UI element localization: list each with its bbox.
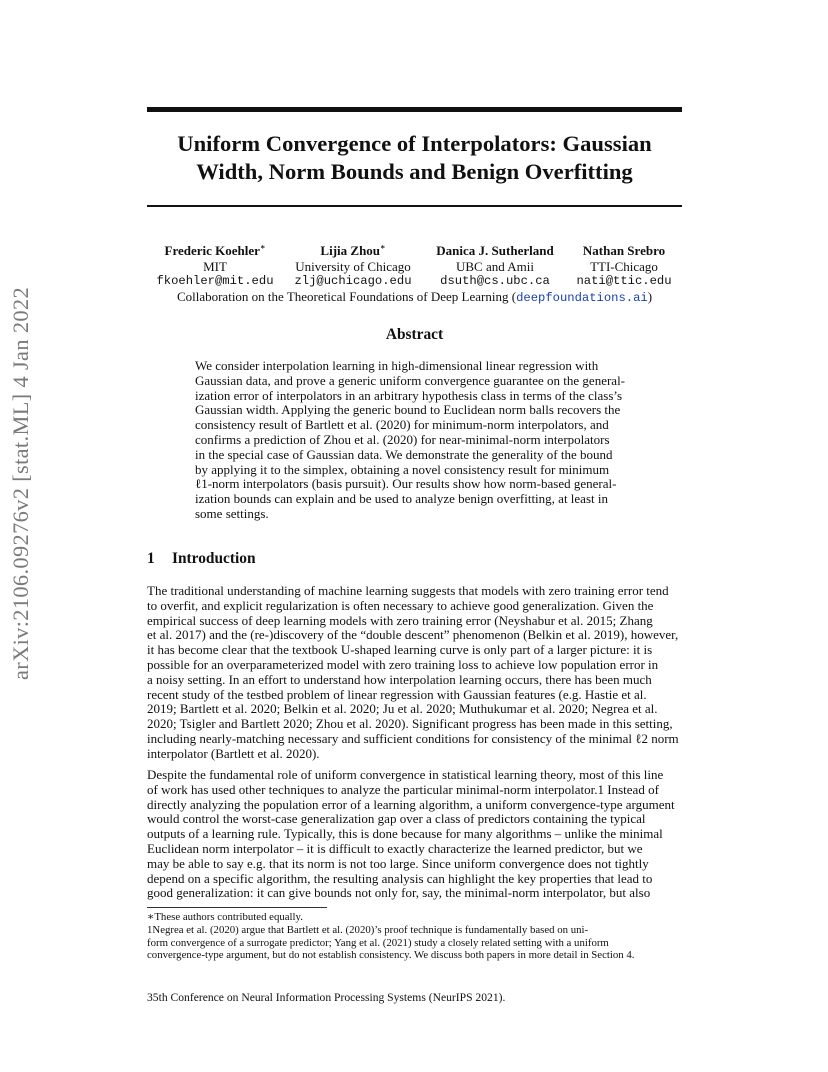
abstract-line: ℓ1-norm interpolators (basis pursuit). Our results show how norm-based general- xyxy=(195,476,617,492)
abstract-line: confirms a prediction of Zhou et al. (2020) for near-minimal-norm interpolators xyxy=(195,431,610,447)
para-line: good generalization: it can give bounds not only for, say, the minimal-norm interpolator, but also xyxy=(147,885,651,901)
para-line: recent study of the testbed problem of linear regression with Gaussian features (e.g. Hastie et al. xyxy=(147,686,647,702)
para-line: 2019; Bartlett et al. 2020; Belkin et al. 2020; Ju et al. 2020; Muthukumar et al. 2020; Negrea et al. xyxy=(147,701,658,717)
para-line: outputs of a learning rule. Typically, this is done because for many algorithms – unlike the minimal xyxy=(147,826,663,842)
para-line: depend on a specific algorithm, the resulting analysis can highlight the key properties that lead to xyxy=(147,870,653,886)
abstract-heading: Abstract xyxy=(385,326,444,343)
intro-paragraph-1 xyxy=(147,584,682,762)
author-block xyxy=(572,243,676,290)
abstract-line: Gaussian width. Applying the generic bound to Euclidean norm balls recovers the xyxy=(195,402,621,418)
para-line: would control the worst-case generalization gap over a class of predictors containing the typical xyxy=(147,811,646,827)
title-line: Width, Norm Bounds and Benign Overfitting xyxy=(196,159,633,184)
para-line: a noisy setting. In an effort to understand how interpolation learning occurs, there has been much xyxy=(147,671,652,687)
para-line: directly analyzing the population error of a learning algorithm, a uniform convergence-type argument xyxy=(147,796,675,812)
abstract-line: by applying it to the simplex, obtaining a novel consistency result for minimum xyxy=(195,461,610,477)
footnote-rule xyxy=(147,907,327,908)
para-line: to overfit, and explicit regularization is often necessary to achieve good generalization. Given the xyxy=(147,597,654,613)
footnote-line: 1Negrea et al. (2020) argue that Bartlett et al. (2020)’s proof technique is fundamentally based on uni- xyxy=(147,924,589,936)
para-line: et al. 2017) and the (re-)discovery of the “double descent” phenomenon (Belkin et al. 2019), however, xyxy=(147,627,679,643)
intro-paragraph-2 xyxy=(147,768,682,901)
author-mark: ∗ xyxy=(259,242,266,252)
para-line: empirical success of deep learning models with zero training error (Neyshabur et al. 2015; Zhang xyxy=(147,612,653,628)
abstract-line: We consider interpolation learning in high-dimensional linear regression with xyxy=(195,358,599,373)
para-line: possible for an overparameterized model with zero training loss to achieve low population error in xyxy=(147,656,659,672)
para-line: of work has used other techniques to analyze the particular minimal-norm interpolator.1 Instead of xyxy=(147,781,659,797)
author-block xyxy=(286,243,420,290)
abstract-body xyxy=(195,359,635,522)
author-affiliation: University of Chicago xyxy=(295,258,411,274)
author-affiliation: TTI-Chicago xyxy=(590,258,658,274)
author-email[interactable]: zlj@uchicago.edu xyxy=(294,274,412,289)
author-affiliation: MIT xyxy=(203,258,227,274)
footnote-1 xyxy=(147,924,682,962)
footnote-line: form convergence of a surrogate predictor; Yang et al. (2021) study a closely related setting with a uniform xyxy=(147,936,609,949)
footnote-line: convergence-type argument, but do not establish consistency. We discuss both papers in more detail in Section 4. xyxy=(147,949,635,962)
abstract-line: ization error of interpolators in an arbitrary hypothesis class in terms of the class’s xyxy=(195,387,623,403)
author-name: Nathan Srebro xyxy=(582,243,666,258)
abstract-line: Gaussian data, and prove a generic uniform convergence guarantee on the general- xyxy=(195,372,626,388)
title-top-rule xyxy=(147,107,682,112)
collaboration-line: Collaboration on the Theoretical Foundations of Deep Learning (deepfoundations.ai) xyxy=(176,289,653,305)
para-line: including nearly-matching necessary and sufficient conditions for consistency of the minimal ℓ2 norm xyxy=(147,730,679,746)
para-line: interpolator (Bartlett et al. 2020). xyxy=(147,745,320,761)
section-title: Introduction xyxy=(172,550,256,567)
author-name: Danica J. Sutherland xyxy=(436,243,554,258)
author-block xyxy=(426,243,564,290)
footnote-star: ∗These authors contributed equally. xyxy=(147,911,303,923)
title-bottom-rule xyxy=(147,205,682,207)
abstract-line: some settings. xyxy=(195,505,269,521)
arxiv-stamp: arXiv:2106.09276v2 [stat.ML] 4 Jan 2022 xyxy=(8,286,33,680)
author-email[interactable]: fkoehler@mit.edu xyxy=(156,274,274,289)
abstract-line: ization bounds can explain and be used to analyze benign overfitting, at least in xyxy=(195,491,608,507)
author-affiliation: UBC and Amii xyxy=(455,258,534,274)
abstract-line: in the special case of Gaussian data. We demonstrate the generality of the bound xyxy=(195,446,613,462)
paper-title xyxy=(147,130,682,186)
section-heading xyxy=(147,550,256,568)
abstract-line: consistency result of Bartlett et al. (2020) for minimum-norm interpolators, and xyxy=(195,417,609,433)
author-block xyxy=(148,243,282,290)
author-email[interactable]: dsuth@cs.ubc.ca xyxy=(440,274,550,289)
para-line: may be able to say e.g. that its norm is not too large. Since uniform convergence does not tightly xyxy=(147,855,649,871)
deepfoundations-link[interactable]: deepfoundations.ai xyxy=(516,291,648,305)
para-line: 2020; Tsigler and Bartlett 2020; Zhou et al. 2020). Significant progress has been made in this setting, xyxy=(147,716,673,732)
conference-footer: 35th Conference on Neural Information Processing Systems (NeurIPS 2021). xyxy=(147,991,506,1004)
para-line: Euclidean norm interpolator – it is difficult to exactly characterize the learned predictor, but we xyxy=(147,840,643,856)
para-line: it has become clear that the textbook U-shaped learning curve is only part of a larger picture: it is xyxy=(147,642,653,658)
author-name: Lijia Zhou xyxy=(320,243,381,258)
title-line: Uniform Convergence of Interpolators: Gaussian xyxy=(177,131,652,156)
section-number: 1 xyxy=(147,550,155,567)
para-line: The traditional understanding of machine learning suggests that models with zero training error tend xyxy=(147,583,669,598)
author-mark: ∗ xyxy=(380,242,386,252)
para-line: Despite the fundamental role of uniform convergence in statistical learning theory, most of this line xyxy=(147,767,664,782)
author-name: Frederic Koehler xyxy=(164,243,260,258)
author-email[interactable]: nati@ttic.edu xyxy=(576,274,672,289)
